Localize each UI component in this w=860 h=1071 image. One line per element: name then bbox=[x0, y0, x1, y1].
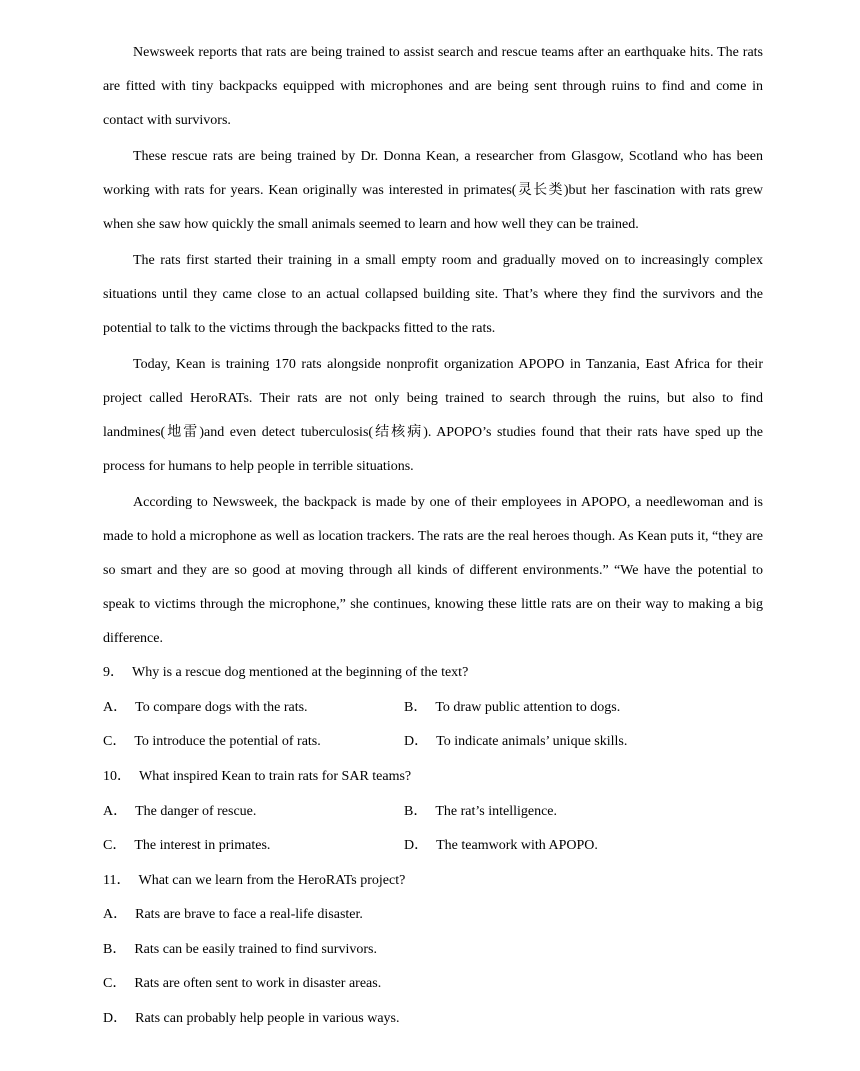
option-letter: A． bbox=[103, 700, 128, 715]
question-10 bbox=[103, 767, 763, 787]
question-11-option-d[interactable] bbox=[103, 1009, 400, 1029]
option-text: The teamwork with APOPO. bbox=[436, 838, 598, 853]
option-letter: C． bbox=[103, 734, 127, 749]
option-text: To compare dogs with the rats. bbox=[135, 700, 308, 715]
question-number: 9． bbox=[103, 665, 124, 680]
option-text: To draw public attention to dogs. bbox=[435, 700, 621, 715]
passage-paragraph-5: According to Newsweek, the backpack is made by one of their employees in APOPO, a needlewoman and is made to hold a microphone as well as location trackers. The rats are the real heroes though. As Kean puts it, “they are so smart and they are so good at moving through all kinds of different environments.” “We have the potential to speak to victims through the microphone,” she continues, knowing these little rats are on their way to making a big difference. bbox=[103, 495, 763, 646]
question-text: Why is a rescue dog mentioned at the beginning of the text? bbox=[132, 665, 469, 680]
question-11 bbox=[103, 871, 763, 891]
option-letter: C． bbox=[103, 976, 127, 991]
option-letter: B． bbox=[404, 804, 428, 819]
question-9-option-a[interactable] bbox=[103, 698, 308, 718]
passage-paragraph-2: These rescue rats are being trained by Dr. Donna Kean, a researcher from Glasgow, Scotland who has been working with rats for years. Kean originally was interested in primates(灵长类)but her fascination with rats grew when she saw how quickly the small animals seemed to learn and how well they can be trained. bbox=[103, 149, 763, 232]
option-text: Rats are brave to face a real-life disaster. bbox=[135, 907, 363, 922]
option-text: To introduce the potential of rats. bbox=[134, 734, 321, 749]
option-letter: D． bbox=[404, 734, 429, 749]
question-11-option-b[interactable] bbox=[103, 940, 377, 960]
option-letter: B． bbox=[103, 942, 127, 957]
passage-paragraph-1: Newsweek reports that rats are being trained to assist search and rescue teams after an earthquake hits. The rats are fitted with tiny backpacks equipped with microphones and are being sent through ruins to find and come in contact with survivors. bbox=[103, 45, 763, 128]
question-9-option-c[interactable] bbox=[103, 732, 321, 752]
option-letter: C． bbox=[103, 838, 127, 853]
option-text: The rat’s intelligence. bbox=[435, 804, 558, 819]
question-text: What can we learn from the HeroRATs project? bbox=[138, 873, 406, 888]
question-11-option-a[interactable] bbox=[103, 905, 363, 925]
question-9-option-d[interactable] bbox=[404, 732, 627, 752]
passage-paragraph-4: Today, Kean is training 170 rats alongside nonprofit organization APOPO in Tanzania, East Africa for their project called HeroRATs. Their rats are not only being trained to search through the ruins, but also to find landmines(地雷)and even detect tuberculosis(结核病). APOPO’s studies found that their rats have sped up the process for humans to help people in terrible situations. bbox=[103, 357, 763, 474]
question-number: 10． bbox=[103, 769, 131, 784]
question-9-option-b[interactable] bbox=[404, 698, 620, 718]
passage-paragraph-3: The rats first started their training in a small empty room and gradually moved on to increasingly complex situations until they came close to an actual collapsed building site. That’s where they find the survivors and the potential to talk to the victims through the backpacks fitted to the rats. bbox=[103, 253, 763, 336]
option-letter: B． bbox=[404, 700, 428, 715]
option-text: The danger of rescue. bbox=[135, 804, 257, 819]
option-letter: D． bbox=[404, 838, 429, 853]
option-letter: D． bbox=[103, 1011, 128, 1026]
option-text: To indicate animals’ unique skills. bbox=[436, 734, 628, 749]
question-10-option-d[interactable] bbox=[404, 836, 598, 856]
option-text: The interest in primates. bbox=[134, 838, 271, 853]
option-text: Rats can be easily trained to find survivors. bbox=[134, 942, 377, 957]
option-text: Rats can probably help people in various ways. bbox=[135, 1011, 400, 1026]
question-10-option-b[interactable] bbox=[404, 802, 557, 822]
option-text: Rats are often sent to work in disaster areas. bbox=[134, 976, 382, 991]
question-number: 11． bbox=[103, 873, 131, 888]
question-10-option-c[interactable] bbox=[103, 836, 270, 856]
option-letter: A． bbox=[103, 907, 128, 922]
question-text: What inspired Kean to train rats for SAR teams? bbox=[139, 769, 412, 784]
question-9 bbox=[103, 663, 763, 683]
question-10-option-a[interactable] bbox=[103, 802, 256, 822]
question-11-option-c[interactable] bbox=[103, 974, 381, 994]
option-letter: A． bbox=[103, 804, 128, 819]
